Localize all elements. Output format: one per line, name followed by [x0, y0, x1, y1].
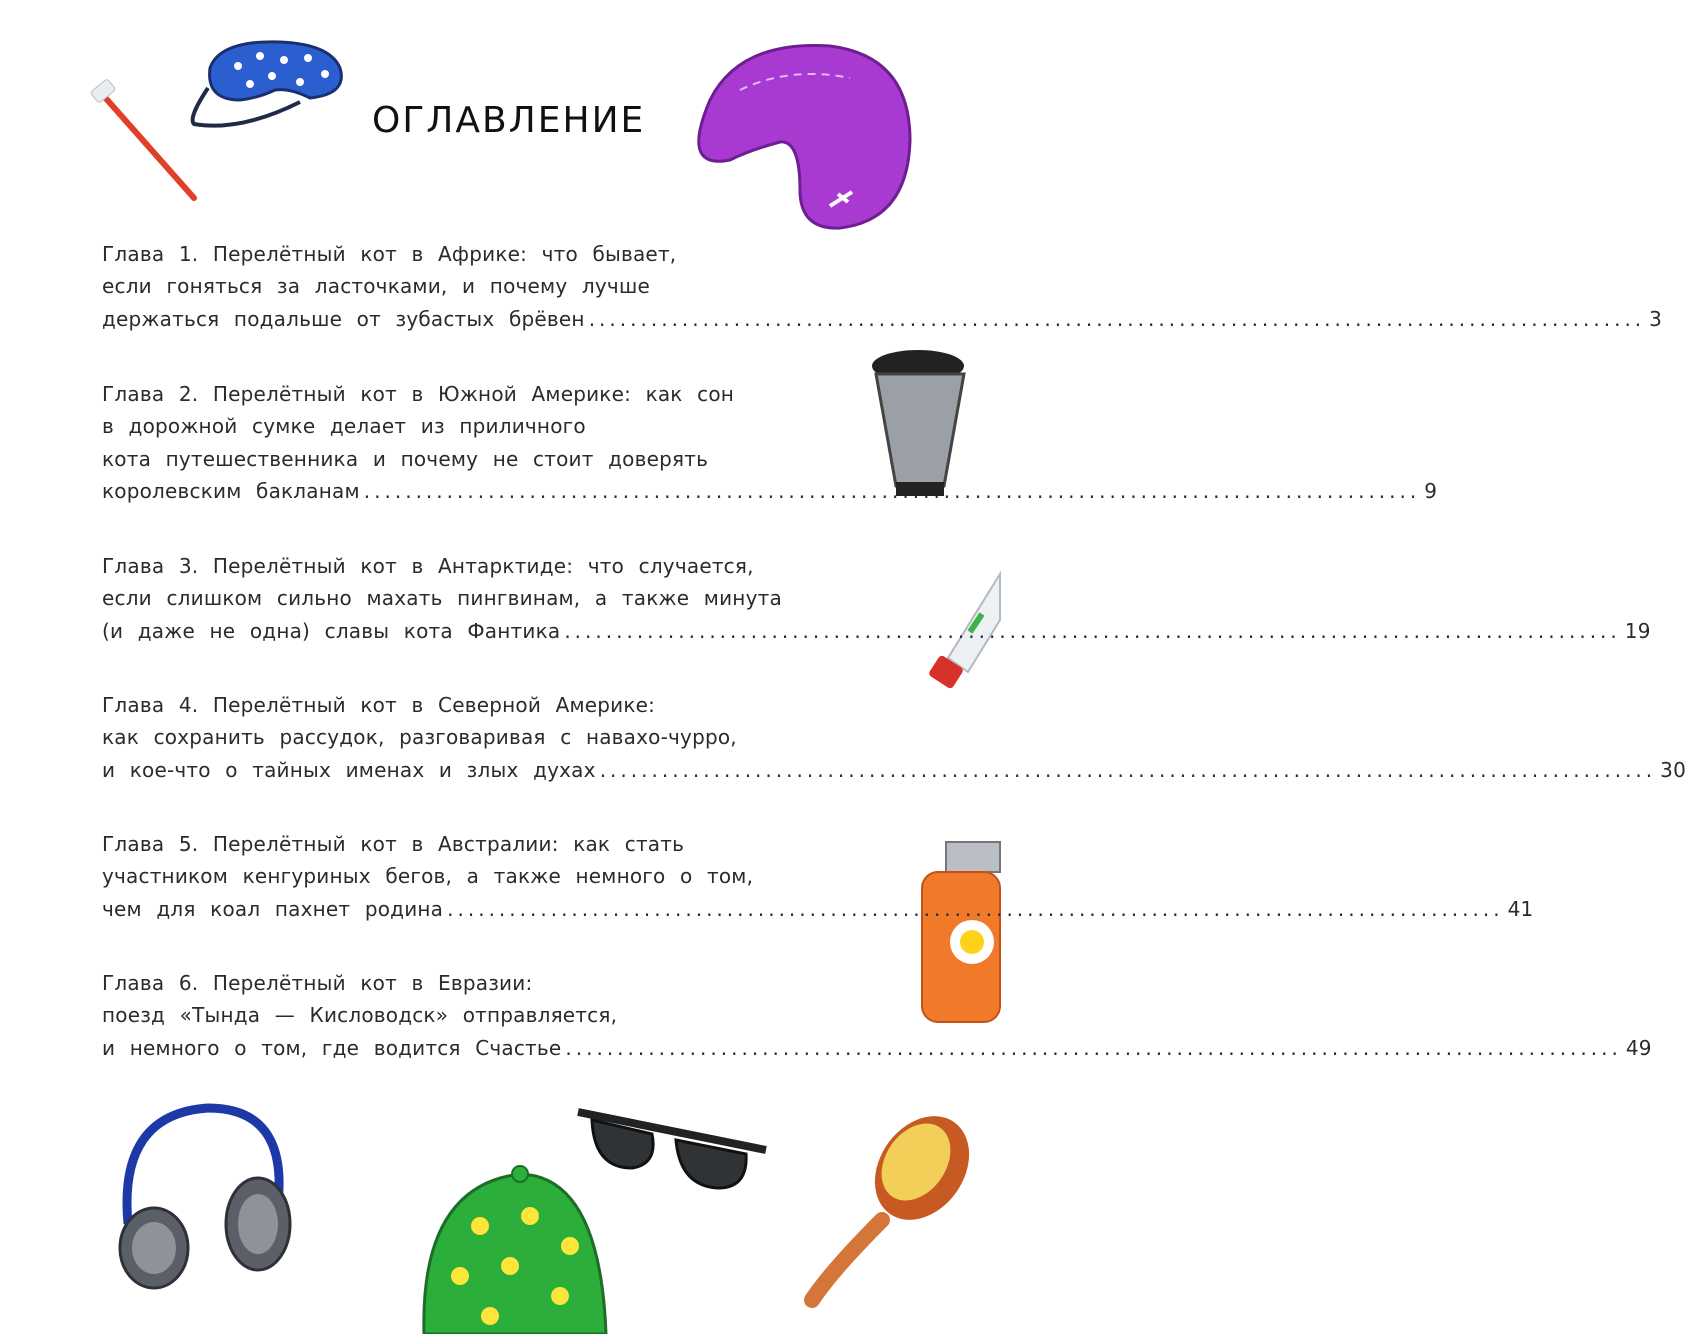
- toc-entry-line: в дорожной сумке делает из приличного: [102, 414, 586, 439]
- toc-entry-line: Глава 2. Перелётный кот в Южной Америке: как сон: [102, 382, 735, 406]
- toc-entry-line: (и даже не одна) славы кота Фантика: [102, 618, 561, 643]
- toc-entry-line: участником кенгуриных бегов, а также немного о том,: [102, 864, 754, 889]
- toc-entry-last-line: [102, 615, 1651, 647]
- toc-entry-line: и немного о том, где водится Счастье: [102, 1035, 562, 1060]
- hairbrush-icon: [792, 1110, 972, 1310]
- toc-entry-last-line: [102, 475, 1438, 507]
- sleep-mask-icon: [180, 28, 370, 138]
- toc-entry-line: если слишком сильно махать пингвинам, а также минута: [102, 586, 782, 611]
- toc-entry-1[interactable]: [102, 238, 1663, 335]
- toc-entry-4[interactable]: [102, 689, 1686, 786]
- dot-leader: ......................................................................................................: [565, 1035, 1622, 1060]
- toc-entry-3[interactable]: [102, 550, 1651, 647]
- neck-pillow-icon: [670, 30, 930, 250]
- toc-entry-line: Глава 3. Перелётный кот в Антарктиде: что случается,: [102, 554, 754, 578]
- page-number: 9: [1424, 478, 1438, 503]
- page-number: 30: [1660, 757, 1686, 782]
- toc-entry-line: королевским бакланам: [102, 478, 360, 503]
- toc-entry-line: поезд «Тында — Кисловодск» отправляется,: [102, 1003, 618, 1028]
- page-number: 19: [1624, 618, 1651, 643]
- sunscreen-bottle-icon: [918, 838, 1000, 1028]
- dot-leader: ......................................................................................................: [363, 478, 1421, 503]
- toc-entry-line: держаться подальше от зубастых брёвен: [102, 306, 585, 331]
- toc-entry-last-line: [102, 754, 1686, 786]
- toc-entry-6[interactable]: [102, 967, 1652, 1064]
- toc-entry-line: Глава 4. Перелётный кот в Северной Америке:: [102, 693, 656, 717]
- toc-entry-line: чем для коал пахнет родина: [102, 896, 444, 921]
- page-number: 49: [1625, 1035, 1652, 1060]
- toc-entry-last-line: [102, 1032, 1652, 1064]
- toc-entry-line: и кое-что о тайных именах и злых духах: [102, 757, 596, 782]
- headphones-icon: [98, 1094, 308, 1294]
- toc-entry-line: Глава 1. Перелётный кот в Африке: что бывает,: [102, 242, 677, 266]
- dot-leader: ......................................................................................................: [564, 618, 1621, 643]
- toc-entry-line: Глава 5. Перелётный кот в Австралии: как стать: [102, 832, 685, 856]
- page-title: ОГЛАВЛЕНИЕ: [372, 100, 646, 141]
- toc-entry-2[interactable]: [102, 378, 1438, 507]
- page-number: 3: [1649, 306, 1663, 331]
- toc-entry-line: кота путешественника и почему не стоит доверять: [102, 446, 709, 471]
- toc-entry-last-line: [102, 893, 1534, 925]
- toc-entry-line: если гоняться за ласточками, и почему лучше: [102, 274, 650, 299]
- page-number: 41: [1507, 896, 1534, 921]
- toc-entry-line: Глава 6. Перелётный кот в Евразии:: [102, 971, 533, 995]
- sunglasses-icon: [572, 1104, 772, 1194]
- toc-entry-last-line: [102, 303, 1663, 335]
- dot-leader: ......................................................................................................: [599, 757, 1657, 782]
- dot-leader: ......................................................................................................: [447, 896, 1504, 921]
- dot-leader: ......................................................................................................: [588, 306, 1646, 331]
- toc-entry-line: как сохранить рассудок, разговаривая с навахо-чурро,: [102, 725, 737, 750]
- toc-entry-5[interactable]: [102, 828, 1534, 925]
